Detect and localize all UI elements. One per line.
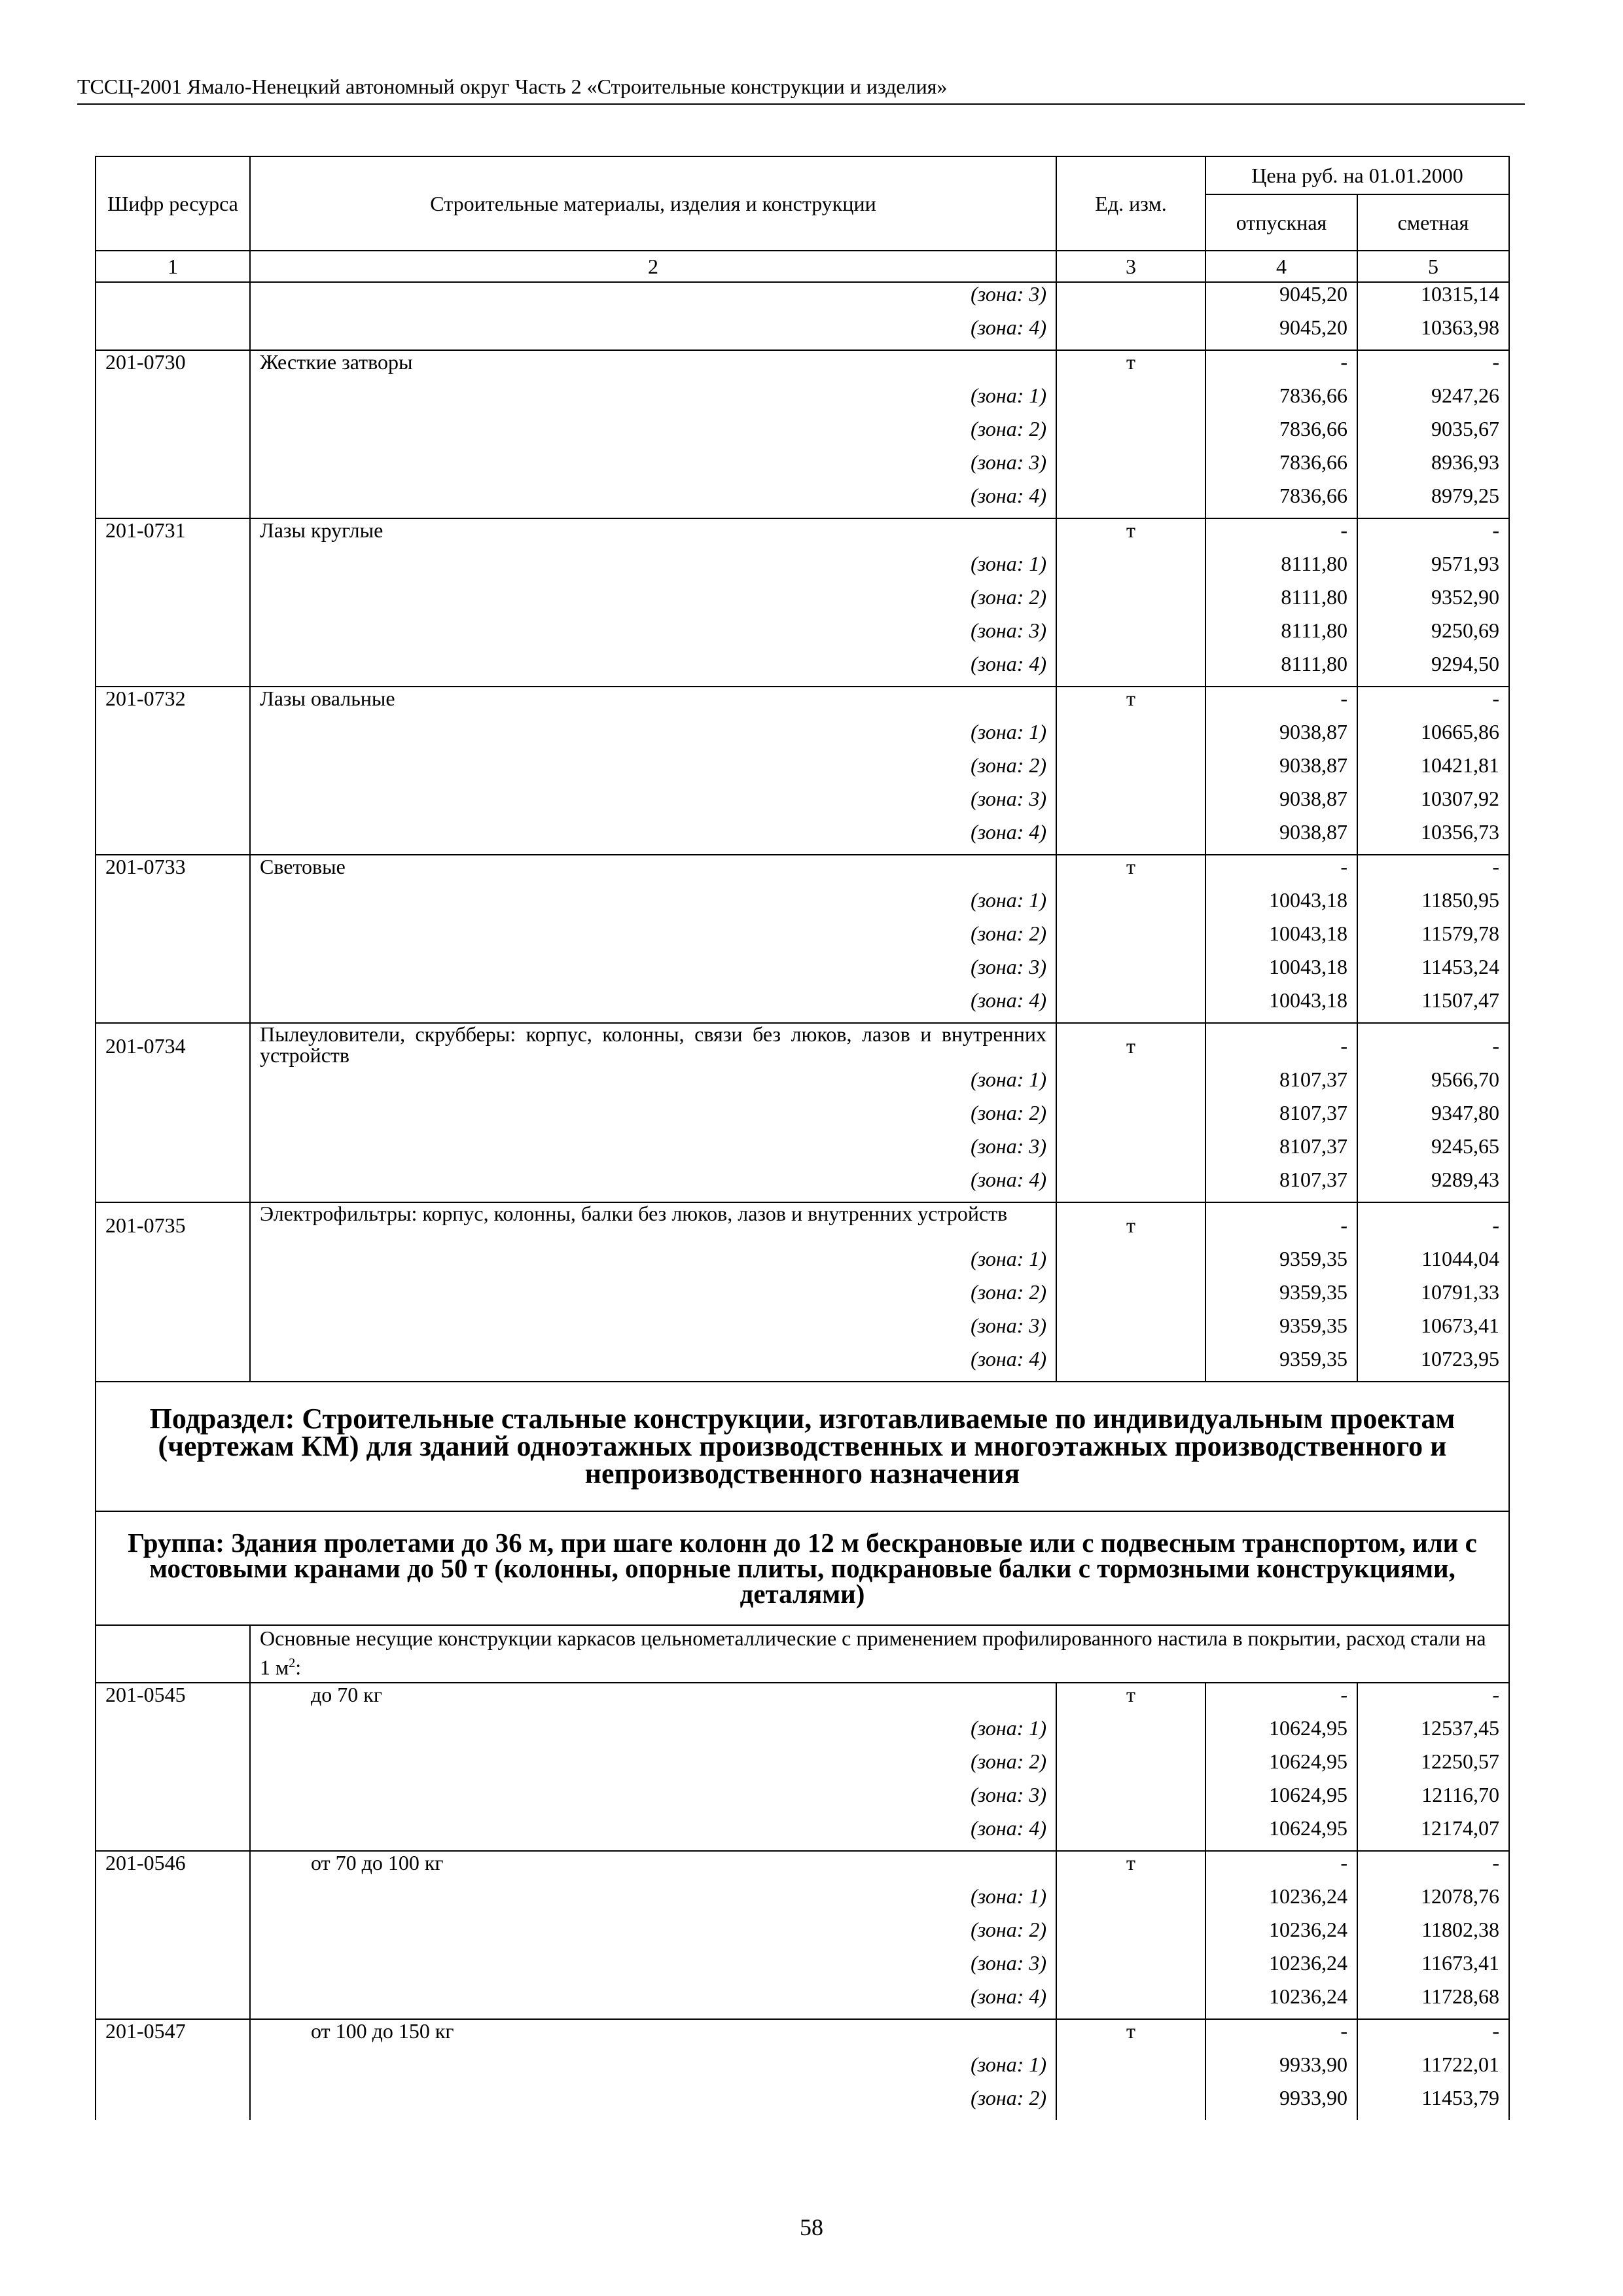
unit-cell: [1056, 1952, 1205, 1985]
estimate-price: 8979,25: [1357, 484, 1509, 518]
zone-label: (зона: 2): [250, 1102, 1056, 1135]
group-note-row: [96, 1625, 1509, 1683]
unit-cell: [1056, 384, 1205, 418]
estimate-price: -: [1357, 687, 1509, 721]
estimate-price: 9289,43: [1357, 1168, 1509, 1202]
group-note-text: Основные несущие конструкции каркасов цельнометаллические с применением профилированного настила в покрытии, расход стали на 1 м: [260, 1626, 1486, 1679]
release-price: -: [1205, 1023, 1357, 1068]
zone-label: (зона: 1): [250, 1247, 1056, 1281]
zone-row: [96, 1918, 1509, 1952]
release-price: -: [1205, 687, 1357, 721]
unit-cell: [1056, 1281, 1205, 1314]
zone-label: (зона: 2): [250, 754, 1056, 787]
release-price: -: [1205, 518, 1357, 552]
estimate-price: 9250,69: [1357, 619, 1509, 653]
unit-cell: [1056, 889, 1205, 922]
unit-cell: [1056, 721, 1205, 754]
release-price: 9933,90: [1205, 2053, 1357, 2087]
release-price: 8111,80: [1205, 586, 1357, 619]
release-price: 9359,35: [1205, 1247, 1357, 1281]
release-price: 10624,95: [1205, 1717, 1357, 1750]
code-cell: [96, 384, 250, 418]
zone-row: [96, 1750, 1509, 1784]
release-price: 7836,66: [1205, 484, 1357, 518]
estimate-price: 9352,90: [1357, 586, 1509, 619]
zone-label: (зона: 3): [250, 1314, 1056, 1348]
zone-label: (зона: 4): [250, 1348, 1056, 1382]
zone-label: (зона: 1): [250, 384, 1056, 418]
estimate-price: -: [1357, 1023, 1509, 1068]
estimate-price: 9566,70: [1357, 1068, 1509, 1102]
zone-row: [96, 1168, 1509, 1202]
code-cell: [96, 484, 250, 518]
unit-cell: [1056, 1168, 1205, 1202]
col-number: 2: [250, 251, 1056, 282]
release-price: 7836,66: [1205, 384, 1357, 418]
release-price: 8107,37: [1205, 1068, 1357, 1102]
col-header-unit: Ед. изм.: [1056, 156, 1205, 251]
release-price: 9045,20: [1205, 316, 1357, 350]
estimate-price: 9245,65: [1357, 1135, 1509, 1168]
release-price: 8111,80: [1205, 653, 1357, 687]
zone-label: (зона: 3): [250, 451, 1056, 484]
code-cell: [96, 989, 250, 1023]
zone-row: [96, 922, 1509, 956]
estimate-price: 12116,70: [1357, 1784, 1509, 1817]
code-cell: [96, 754, 250, 787]
estimate-price: 10673,41: [1357, 1314, 1509, 1348]
item-name: Лазы круглые: [250, 518, 1056, 552]
zone-label: (зона: 4): [250, 484, 1056, 518]
zone-row: [96, 787, 1509, 821]
zone-label: (зона: 1): [250, 1068, 1056, 1102]
release-price: 10043,18: [1205, 989, 1357, 1023]
unit-cell: [1056, 1135, 1205, 1168]
code-cell: [96, 1168, 250, 1202]
resource-code: 201-0546: [96, 1851, 250, 1885]
unit: т: [1056, 1023, 1205, 1068]
col-number: 4: [1205, 251, 1357, 282]
code-cell: [96, 1314, 250, 1348]
zone-label: (зона: 2): [250, 2087, 1056, 2120]
unit-cell: [1056, 1314, 1205, 1348]
group-note-superscript: 2: [289, 1656, 296, 1670]
resource-code: 201-0545: [96, 1683, 250, 1717]
unit-cell: [1056, 922, 1205, 956]
code-cell: [96, 2053, 250, 2087]
code-cell: [96, 451, 250, 484]
release-price: 8111,80: [1205, 619, 1357, 653]
estimate-price: 10791,33: [1357, 1281, 1509, 1314]
estimate-price: 9247,26: [1357, 384, 1509, 418]
release-price: -: [1205, 350, 1357, 384]
resource-code: 201-0735: [96, 1202, 250, 1247]
estimate-price: 10665,86: [1357, 721, 1509, 754]
estimate-price: 11453,24: [1357, 956, 1509, 989]
code-cell: [96, 1348, 250, 1382]
zone-label: (зона: 2): [250, 586, 1056, 619]
zone-row: [96, 1135, 1509, 1168]
code-cell: [96, 1885, 250, 1918]
estimate-price: 8936,93: [1357, 451, 1509, 484]
zone-label: (зона: 3): [250, 956, 1056, 989]
unit-cell: [1056, 418, 1205, 451]
zone-row: [96, 484, 1509, 518]
zone-label: (зона: 1): [250, 1885, 1056, 1918]
code-cell: [96, 1784, 250, 1817]
unit: т: [1056, 855, 1205, 889]
code-cell: [96, 282, 250, 316]
unit-cell: [1056, 653, 1205, 687]
zone-row: [96, 451, 1509, 484]
estimate-price: 11722,01: [1357, 2053, 1509, 2087]
group-title: Группа: Здания пролетами до 36 м, при шаге колонн до 12 м бескрановые или с подвесным транспортом, или с мостовыми кранами до 50 т (колонны, опорные плиты, подкрановые балки с тормозными конструкциями, деталями): [96, 1511, 1509, 1625]
release-price: 10624,95: [1205, 1817, 1357, 1851]
code-cell: [96, 1625, 250, 1683]
unit: т: [1056, 350, 1205, 384]
estimate-price: 10307,92: [1357, 787, 1509, 821]
col-header-estimate: сметная: [1357, 194, 1509, 251]
release-price: 10624,95: [1205, 1784, 1357, 1817]
zone-label: (зона: 4): [250, 1168, 1056, 1202]
unit-cell: [1056, 619, 1205, 653]
release-price: 9045,20: [1205, 282, 1357, 316]
code-cell: [96, 821, 250, 855]
zone-row: [96, 384, 1509, 418]
zone-label: (зона: 2): [250, 418, 1056, 451]
code-cell: [96, 1135, 250, 1168]
col-number: 1: [96, 251, 250, 282]
column-number-row: [96, 251, 1509, 282]
item-name: Пылеуловители, скрубберы: корпус, колонны, связи без люков, лазов и внутренних устройств: [250, 1023, 1056, 1068]
zone-label: (зона: 4): [250, 1817, 1056, 1851]
unit-cell: [1056, 754, 1205, 787]
col-number: 3: [1056, 251, 1205, 282]
zone-label: (зона: 3): [250, 282, 1056, 316]
unit-cell: [1056, 282, 1205, 316]
zone-row: [96, 2087, 1509, 2120]
estimate-price: 12537,45: [1357, 1717, 1509, 1750]
unit-cell: [1056, 1918, 1205, 1952]
zone-row: [96, 586, 1509, 619]
item-name: от 100 до 150 кг: [250, 2019, 1056, 2053]
zone-row: [96, 552, 1509, 586]
estimate-price: 11579,78: [1357, 922, 1509, 956]
zone-row: [96, 989, 1509, 1023]
estimate-price: 10723,95: [1357, 1348, 1509, 1382]
zone-row: [96, 282, 1509, 316]
item-row: [96, 518, 1509, 552]
unit-cell: [1056, 1717, 1205, 1750]
estimate-price: -: [1357, 1202, 1509, 1247]
item-name: от 70 до 100 кг: [250, 1851, 1056, 1885]
code-cell: [96, 552, 250, 586]
zone-label: (зона: 2): [250, 1918, 1056, 1952]
code-cell: [96, 1918, 250, 1952]
code-cell: [96, 418, 250, 451]
release-price: 10236,24: [1205, 1918, 1357, 1952]
page-header: ТССЦ-2001 Ямало-Ненецкий автономный округ Часть 2 «Строительные конструкции и изделия»: [77, 73, 1525, 105]
zone-label: (зона: 1): [250, 889, 1056, 922]
release-price: 9359,35: [1205, 1314, 1357, 1348]
item-row: [96, 350, 1509, 384]
release-price: -: [1205, 1202, 1357, 1247]
subsection-title-row: [96, 1382, 1509, 1511]
zone-row: [96, 1314, 1509, 1348]
subsection-title: Подраздел: Строительные стальные конструкции, изготавливаемые по индивидуальным проектам (чертежам КМ) для зданий одноэтажных производственных и многоэтажных производственного и непроизводственного назначения: [96, 1382, 1509, 1511]
zone-row: [96, 721, 1509, 754]
estimate-price: 11453,79: [1357, 2087, 1509, 2120]
zone-row: [96, 1102, 1509, 1135]
estimate-price: 11728,68: [1357, 1985, 1509, 2019]
estimate-price: -: [1357, 518, 1509, 552]
estimate-price: 11850,95: [1357, 889, 1509, 922]
item-name: Лазы овальные: [250, 687, 1056, 721]
code-cell: [96, 721, 250, 754]
group-title-row: [96, 1511, 1509, 1625]
zone-label: (зона: 4): [250, 989, 1056, 1023]
release-price: -: [1205, 1683, 1357, 1717]
release-price: 10624,95: [1205, 1750, 1357, 1784]
zone-row: [96, 1717, 1509, 1750]
resource-code: 201-0734: [96, 1023, 250, 1068]
unit-cell: [1056, 1784, 1205, 1817]
zone-label: (зона: 2): [250, 1281, 1056, 1314]
estimate-price: -: [1357, 1851, 1509, 1885]
release-price: 9359,35: [1205, 1281, 1357, 1314]
unit-cell: [1056, 2053, 1205, 2087]
unit: т: [1056, 2019, 1205, 2053]
zone-row: [96, 316, 1509, 350]
code-cell: [96, 1102, 250, 1135]
item-name: до 70 кг: [250, 1683, 1056, 1717]
release-price: 8107,37: [1205, 1168, 1357, 1202]
unit-cell: [1056, 484, 1205, 518]
unit: т: [1056, 687, 1205, 721]
estimate-price: -: [1357, 1683, 1509, 1717]
code-cell: [96, 1750, 250, 1784]
zone-label: (зона: 3): [250, 1952, 1056, 1985]
unit-cell: [1056, 1885, 1205, 1918]
col-header-price: Цена руб. на 01.01.2000: [1205, 156, 1509, 194]
estimate-price: 11673,41: [1357, 1952, 1509, 1985]
zone-label: (зона: 4): [250, 821, 1056, 855]
code-cell: [96, 586, 250, 619]
unit-cell: [1056, 316, 1205, 350]
unit-cell: [1056, 1068, 1205, 1102]
zone-label: (зона: 1): [250, 721, 1056, 754]
release-price: 10236,24: [1205, 1985, 1357, 2019]
estimate-price: 12078,76: [1357, 1885, 1509, 1918]
unit-cell: [1056, 787, 1205, 821]
zone-label: (зона: 4): [250, 653, 1056, 687]
zone-row: [96, 1281, 1509, 1314]
col-header-name: Строительные материалы, изделия и конструкции: [250, 156, 1056, 251]
resource-code: 201-0547: [96, 2019, 250, 2053]
resource-code: 201-0732: [96, 687, 250, 721]
zone-label: (зона: 3): [250, 1135, 1056, 1168]
unit-cell: [1056, 451, 1205, 484]
zone-row: [96, 1817, 1509, 1851]
code-cell: [96, 1281, 250, 1314]
zone-row: [96, 956, 1509, 989]
col-number: 5: [1357, 251, 1509, 282]
release-price: 10236,24: [1205, 1885, 1357, 1918]
unit-cell: [1056, 1247, 1205, 1281]
unit-cell: [1056, 989, 1205, 1023]
release-price: 10236,24: [1205, 1952, 1357, 1985]
zone-label: (зона: 4): [250, 316, 1056, 350]
code-cell: [96, 1068, 250, 1102]
unit: т: [1056, 518, 1205, 552]
zone-label: (зона: 3): [250, 1784, 1056, 1817]
unit-cell: [1056, 1750, 1205, 1784]
item-name: Световые: [250, 855, 1056, 889]
unit-cell: [1056, 552, 1205, 586]
estimate-price: -: [1357, 2019, 1509, 2053]
estimate-price: -: [1357, 855, 1509, 889]
release-price: -: [1205, 2019, 1357, 2053]
resource-code: 201-0731: [96, 518, 250, 552]
code-cell: [96, 653, 250, 687]
zone-row: [96, 1885, 1509, 1918]
zone-label: (зона: 2): [250, 922, 1056, 956]
code-cell: [96, 1952, 250, 1985]
zone-row: [96, 1784, 1509, 1817]
group-note: [250, 1625, 1509, 1683]
estimate-price: 11507,47: [1357, 989, 1509, 1023]
unit: т: [1056, 1202, 1205, 1247]
zone-row: [96, 653, 1509, 687]
price-table: [95, 156, 1510, 2120]
resource-code: 201-0730: [96, 350, 250, 384]
estimate-price: 9294,50: [1357, 653, 1509, 687]
release-price: 7836,66: [1205, 451, 1357, 484]
unit-cell: [1056, 1348, 1205, 1382]
release-price: 9038,87: [1205, 754, 1357, 787]
estimate-price: 10363,98: [1357, 316, 1509, 350]
code-cell: [96, 956, 250, 989]
item-row: [96, 1202, 1509, 1247]
page-number: 58: [800, 2214, 823, 2240]
unit-cell: [1056, 1817, 1205, 1851]
estimate-price: 9035,67: [1357, 418, 1509, 451]
item-row: [96, 855, 1509, 889]
zone-label: (зона: 4): [250, 1985, 1056, 2019]
code-cell: [96, 619, 250, 653]
zone-row: [96, 889, 1509, 922]
code-cell: [96, 1247, 250, 1281]
item-row: [96, 1683, 1509, 1717]
release-price: -: [1205, 855, 1357, 889]
zone-row: [96, 418, 1509, 451]
release-price: 9933,90: [1205, 2087, 1357, 2120]
estimate-price: 12174,07: [1357, 1817, 1509, 1851]
release-price: 8111,80: [1205, 552, 1357, 586]
unit: т: [1056, 1683, 1205, 1717]
unit-cell: [1056, 586, 1205, 619]
zone-row: [96, 1348, 1509, 1382]
zone-row: [96, 1985, 1509, 2019]
zone-label: (зона: 3): [250, 787, 1056, 821]
release-price: 8107,37: [1205, 1102, 1357, 1135]
item-name: Электрофильтры: корпус, колонны, балки без люков, лазов и внутренних устройств: [250, 1202, 1056, 1247]
col-header-release: отпускная: [1205, 194, 1357, 251]
unit-cell: [1056, 1102, 1205, 1135]
group-note-suffix: :: [295, 1655, 302, 1679]
item-row: [96, 2019, 1509, 2053]
release-price: 7836,66: [1205, 418, 1357, 451]
code-cell: [96, 889, 250, 922]
code-cell: [96, 787, 250, 821]
resource-code: 201-0733: [96, 855, 250, 889]
release-price: 10043,18: [1205, 956, 1357, 989]
unit: т: [1056, 1851, 1205, 1885]
code-cell: [96, 1717, 250, 1750]
zone-label: (зона: 1): [250, 552, 1056, 586]
item-row: [96, 687, 1509, 721]
unit-cell: [1056, 821, 1205, 855]
estimate-price: 10315,14: [1357, 282, 1509, 316]
zone-row: [96, 754, 1509, 787]
zone-label: (зона: 2): [250, 1750, 1056, 1784]
estimate-price: -: [1357, 350, 1509, 384]
release-price: 10043,18: [1205, 922, 1357, 956]
zone-row: [96, 1068, 1509, 1102]
release-price: 9038,87: [1205, 721, 1357, 754]
release-price: 9038,87: [1205, 821, 1357, 855]
zone-label: (зона: 1): [250, 2053, 1056, 2087]
estimate-price: 9347,80: [1357, 1102, 1509, 1135]
release-price: 10043,18: [1205, 889, 1357, 922]
unit-cell: [1056, 1985, 1205, 2019]
unit-cell: [1056, 2087, 1205, 2120]
estimate-price: 9571,93: [1357, 552, 1509, 586]
release-price: -: [1205, 1851, 1357, 1885]
release-price: 9359,35: [1205, 1348, 1357, 1382]
estimate-price: 11044,04: [1357, 1247, 1509, 1281]
zone-row: [96, 1952, 1509, 1985]
item-name: Жесткие затворы: [250, 350, 1056, 384]
code-cell: [96, 2087, 250, 2120]
table-header-row: [96, 156, 1509, 194]
release-price: 9038,87: [1205, 787, 1357, 821]
unit-cell: [1056, 956, 1205, 989]
item-row: [96, 1851, 1509, 1885]
estimate-price: 12250,57: [1357, 1750, 1509, 1784]
code-cell: [96, 922, 250, 956]
zone-row: [96, 821, 1509, 855]
zone-label: (зона: 3): [250, 619, 1056, 653]
code-cell: [96, 1817, 250, 1851]
zone-row: [96, 1247, 1509, 1281]
release-price: 8107,37: [1205, 1135, 1357, 1168]
zone-label: (зона: 1): [250, 1717, 1056, 1750]
estimate-price: 10421,81: [1357, 754, 1509, 787]
zone-row: [96, 2053, 1509, 2087]
estimate-price: 10356,73: [1357, 821, 1509, 855]
zone-row: [96, 619, 1509, 653]
col-header-code: Шифр ресурса: [96, 156, 250, 251]
item-row: [96, 1023, 1509, 1068]
estimate-price: 11802,38: [1357, 1918, 1509, 1952]
code-cell: [96, 316, 250, 350]
code-cell: [96, 1985, 250, 2019]
